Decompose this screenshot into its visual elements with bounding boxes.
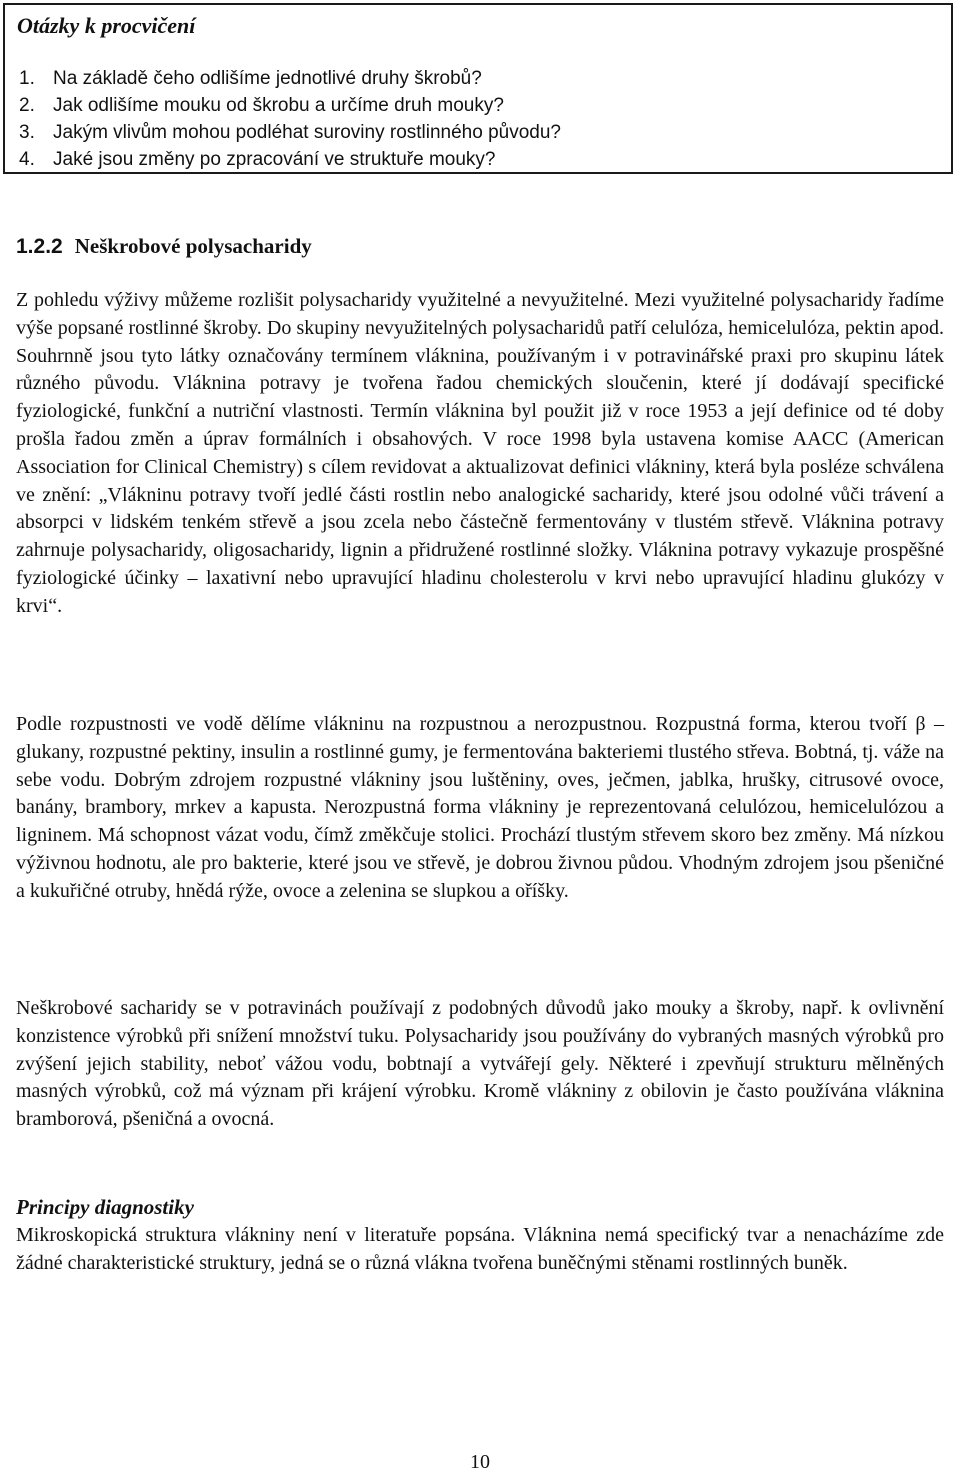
- question-item: [19, 92, 561, 119]
- paragraph-fiber-usage: Neškrobové sacharidy se v potravinách používají z podobných důvodů jako mouky a škroby, např. k ovlivnění konzistence výrobků při snížení množství tuku. Polysacharidy jsou používány do vybraných masných výrobků pro zvýšení jejich stability, neboť vážou vodu, bobtnají a vytvářejí gely. Některé i zpevňují strukturu mělněných masných výrobků, což má význam při krájení výrobku. Kromě vlákniny z obilovin je často používána vláknina bramborová, pšeničná a ovocná.: [16, 997, 944, 1131]
- question-number: 1.: [19, 68, 35, 89]
- paragraph-diagnostics: Mikroskopická struktura vlákniny není v literatuře popsána. Vláknina nemá specifický tvar a nenacházíme zde žádné charakteristické struktury, jedná se o různá vlákna tvořena buněčnými stěnami rostlinných buněk.: [16, 1224, 944, 1274]
- paragraph-fiber-solubility: Podle rozpustnosti ve vodě dělíme vlákninu na rozpustnou a nerozpustnou. Rozpustná forma, kterou tvoří β – glukany, rozpustné pektiny, insulin a rostlinné gumy, je fermentována bakteriemi tlustého střeva. Bobtná, tj. váže na sebe vodu. Dobrým zdrojem rozpustné vlákniny jsou luštěniny, oves, ječmen, jablka, hrušky, citrusové ovoce, banány, brambory, mrkev a kapusta. Nerozpustná forma vlákniny je reprezentovaná celulózou, hemicelulózou a ligninem. Má schopnost vázat vodu, čímž změkčuje stolici. Prochází tlustým střevem skoro bez změny. Má nízkou výživnou hodnotu, ale pro bakterie, které jsou ve střevě, je dobrou živnou půdou. Vhodným zdrojem jsou pšeničné a kukuřičné otruby, hnědá rýže, ovoce a zelenina se slupkou a oříšky.: [16, 713, 944, 902]
- question-number: 2.: [19, 95, 35, 116]
- paragraph-fiber-definition: Z pohledu výživy můžeme rozlišit polysacharidy využitelné a nevyužitelné. Mezi využitelné polysacharidy řadíme výše popsané rostlinné škroby. Do skupiny nevyužitelných polysacharidů patří celulóza, hemicelulóza, pektin apod. Souhrnně jsou tyto látky označovány termínem vláknina, používaným i v potravinářské praxi pro skupinu látek různého původu. Vláknina potravy je tvořena řadou chemických sloučenin, které jí dodávají specifické fyziologické, funkční a nutriční vlastnosti. Termín vláknina byl použit již v roce 1953 a její definice od té doby prošla řadou změn a úprav formálních i obsahových. V roce 1998 byla ustavena komise AACC (American Association for Clinical Chemistry) s cílem revidovat a aktualizovat definici vlákniny, která byla posléze schválena ve znění: „Vlákninu potravy tvoří jedlé části rostlin nebo analogické sacharidy, které jsou odolné vůči trávení a absorpci v lidském tenkém střevě a jsou zcela nebo částečně fermentovány v tlustém střevě. Vláknina potravy zahrnuje polysacharidy, oligosacharidy, lignin a přidružené rostlinné složky. Vláknina potravy vykazuje prospěšné fyziologické účinky – laxativní nebo upravující hladinu cholesterolu v krvi nebo upravující hladinu glukózy v krvi“.: [16, 289, 944, 617]
- question-item: [19, 65, 561, 92]
- question-number: 4.: [19, 149, 35, 170]
- question-text: Na základě čeho odlišíme jednotlivé druhy škrobů?: [53, 68, 482, 89]
- question-text: Jaké jsou změny po zpracování ve struktuře mouky?: [53, 149, 496, 170]
- question-item: [19, 146, 561, 173]
- page-number: 10: [470, 1451, 490, 1473]
- question-item: [19, 119, 561, 146]
- section-title: Neškrobové polysacharidy: [74, 234, 312, 258]
- section-heading: [16, 232, 312, 261]
- question-text: Jak odlišíme mouku od škrobu a určíme druh mouky?: [53, 95, 504, 116]
- section-number: 1.2.2: [16, 235, 63, 258]
- question-text: Jakým vlivům mohou podléhat suroviny rostlinného původu?: [53, 122, 561, 143]
- question-number: 3.: [19, 122, 35, 143]
- subsection-heading: Principy diagnostiky: [16, 1195, 194, 1219]
- review-questions-title: Otázky k procvičení: [17, 13, 196, 38]
- review-questions-list: [19, 65, 561, 173]
- review-questions-box: [3, 3, 953, 174]
